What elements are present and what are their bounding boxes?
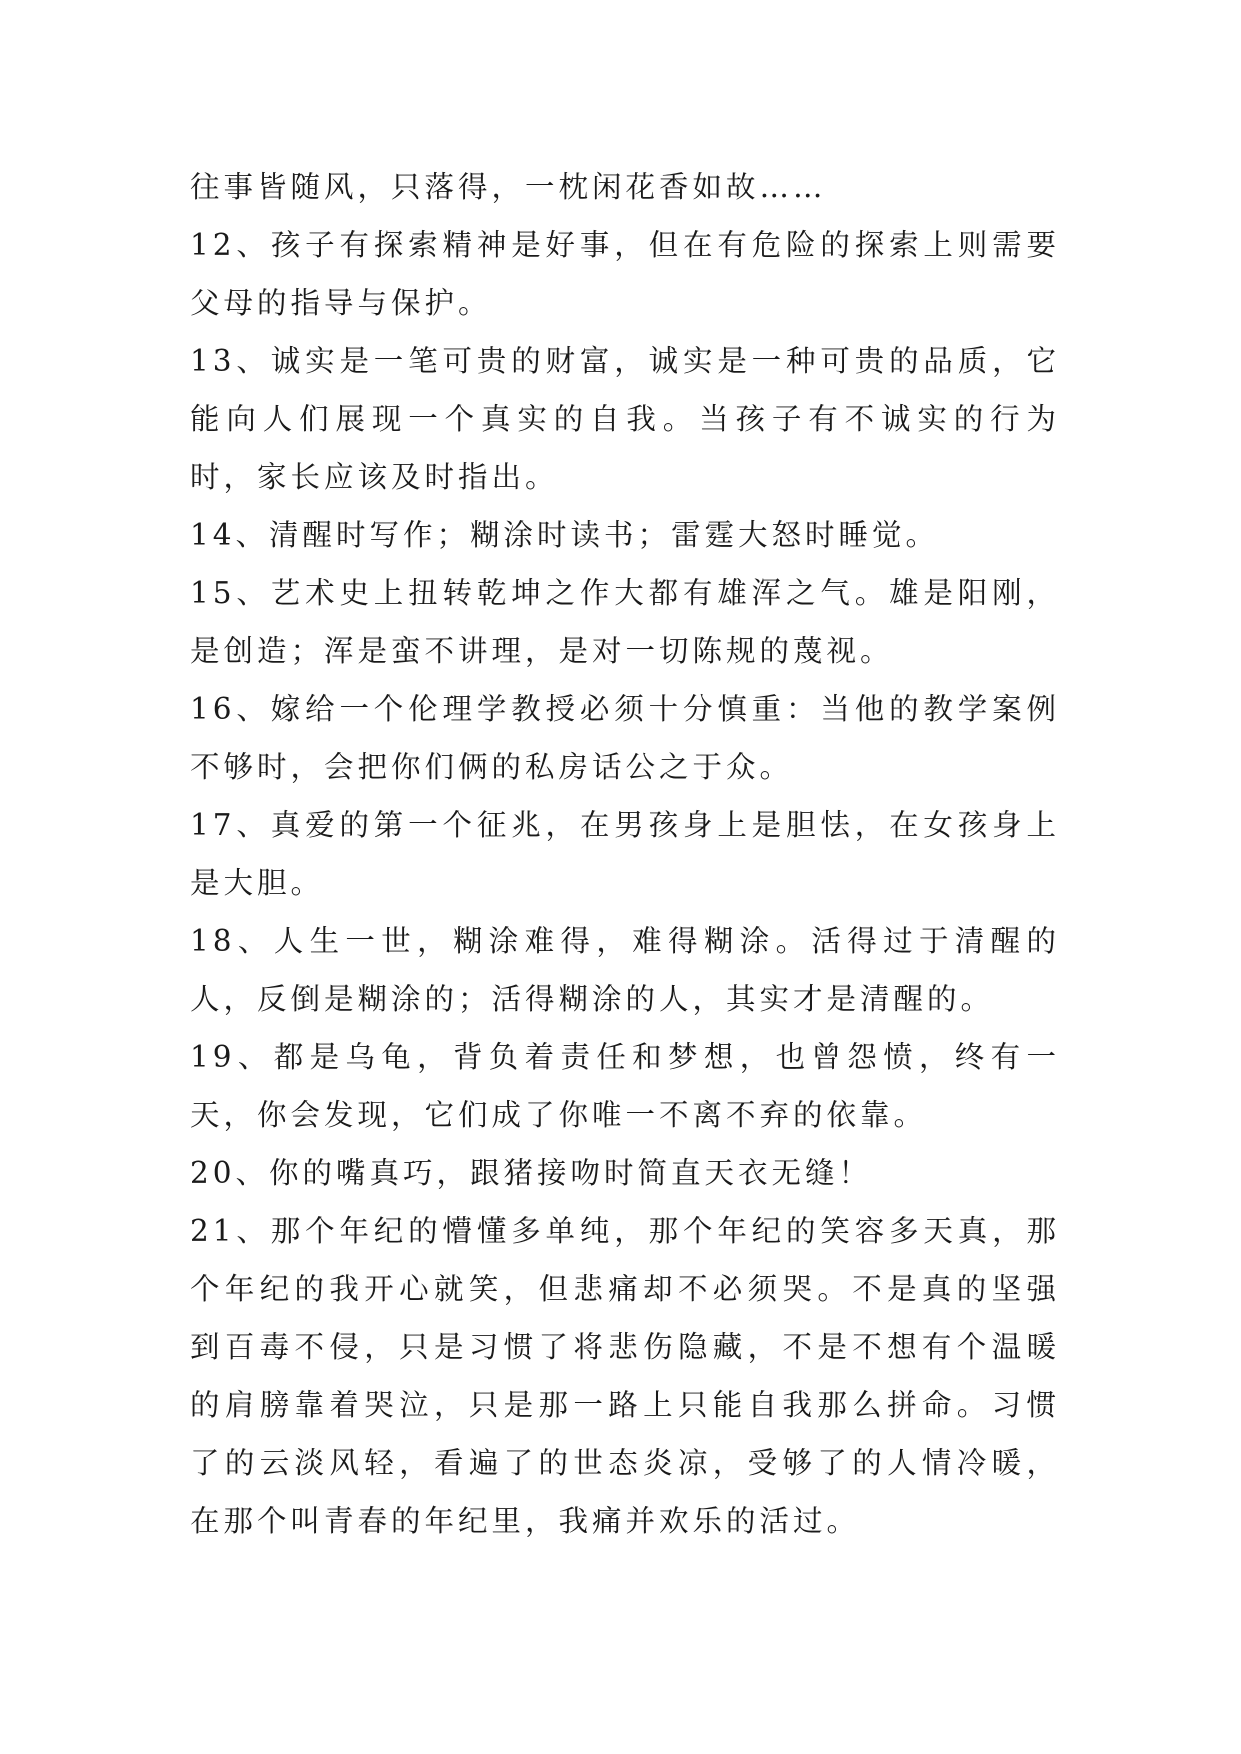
quote-item-21: 21、那个年纪的懵懂多单纯，那个年纪的笑容多天真，那个年纪的我开心就笑，但悲痛却不必须哭。不是真的坚强到百毒不侵，只是习惯了将悲伤隐藏，不是不想有个温暖的肩膀靠着哭泣，只是那一路上只能自我那么拼命。习惯了的云淡风轻，看遍了的世态炎凉，受够了的人情冷暖，在那个叫青春的年纪里，我痛并欢乐的活过。: [190, 1214, 1060, 1538]
quote-item-14: 14、清醒时写作；糊涂时读书；雷霆大怒时睡觉。: [190, 518, 940, 552]
quote-item-15: 15、艺术史上扭转乾坤之作大都有雄浑之气。雄是阳刚，是创造；浑是蛮不讲理，是对一切陈规的蔑视。: [190, 576, 1060, 668]
paragraph-continuation: 往事皆随风，只落得，一枕闲花香如故……: [190, 170, 827, 204]
quote-item-18: 18、人生一世，糊涂难得，难得糊涂。活得过于清醒的人，反倒是糊涂的；活得糊涂的人，其实才是清醒的。: [190, 924, 1060, 1016]
quote-item-19: 19、都是乌龟，背负着责任和梦想，也曾怨愤，终有一天，你会发现，它们成了你唯一不离不弃的依靠。: [190, 1040, 1060, 1132]
quote-item-16: 16、嫁给一个伦理学教授必须十分慎重：当他的教学案例不够时，会把你们俩的私房话公之于众。: [190, 692, 1060, 784]
quote-item-20: 20、你的嘴真巧，跟猪接吻时简直天衣无缝！: [190, 1156, 873, 1190]
quote-item-13: 13、诚实是一笔可贵的财富，诚实是一种可贵的品质，它能向人们展现一个真实的自我。当孩子有不诚实的行为时，家长应该及时指出。: [190, 344, 1060, 494]
document-page: [190, 158, 1060, 1550]
quote-item-12: 12、孩子有探索精神是好事，但在有危险的探索上则需要父母的指导与保护。: [190, 228, 1060, 320]
quote-item-17: 17、真爱的第一个征兆，在男孩身上是胆怯，在女孩身上是大胆。: [190, 808, 1060, 900]
